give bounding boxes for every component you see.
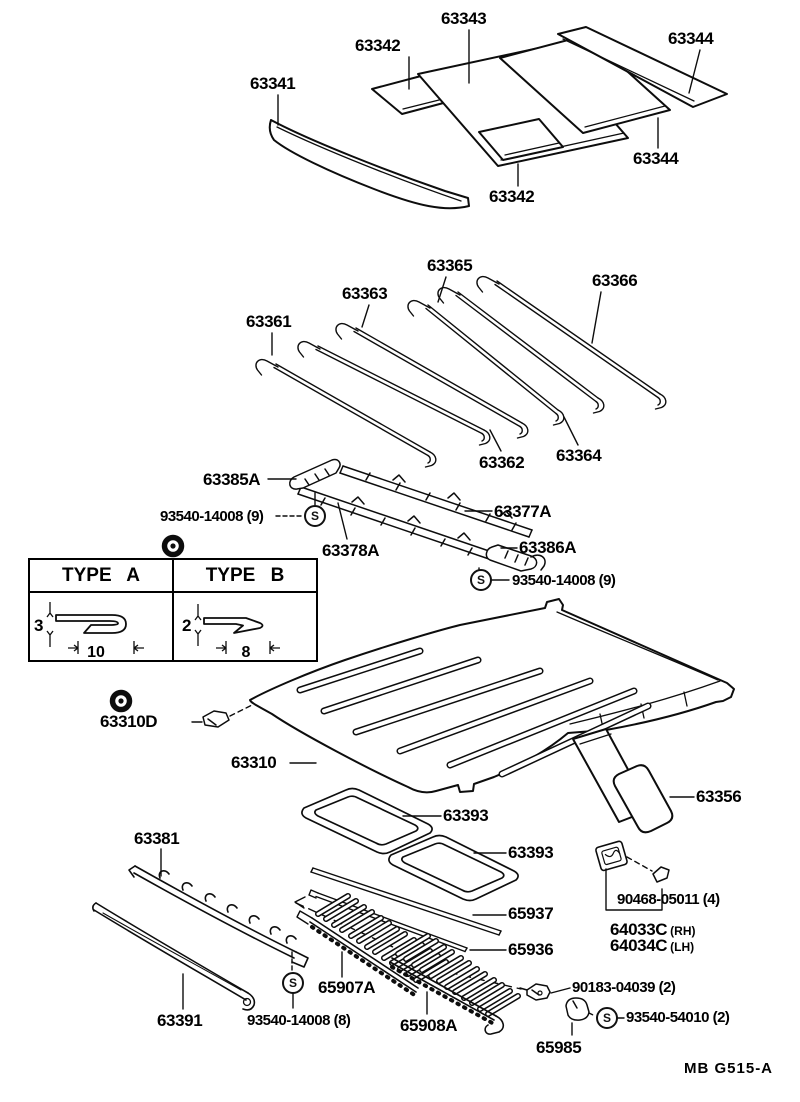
part-63393-opening-trim-lower: [389, 836, 518, 901]
label-63342-upper: 63342: [355, 36, 401, 55]
label-93540-14008-left: 93540-14008 (9): [160, 508, 264, 525]
part-65985-clip: [566, 998, 589, 1020]
label-63391: 63391: [157, 1011, 203, 1030]
screw-symbol: [282, 972, 304, 994]
label-64033c: 64033C (RH): [610, 920, 696, 939]
type-a-width: 10: [87, 644, 105, 660]
type-b-height: 2: [182, 616, 192, 635]
part-63310-headlining: [250, 599, 734, 792]
screw-symbol: [304, 505, 326, 527]
label-63343: 63343: [441, 9, 487, 28]
label-63366: 63366: [592, 271, 638, 290]
type-b-width: 8: [241, 644, 251, 660]
label-63386a: 63386A: [519, 538, 577, 557]
label-90468-05011: 90468-05011 (4): [617, 891, 720, 908]
label-64034c-side: (LH): [670, 940, 695, 954]
label-63393-lower: 63393: [508, 843, 554, 862]
leader-lines: [161, 30, 700, 1035]
type-b-cell: [174, 593, 316, 661]
part-90468-clip: [653, 867, 669, 882]
label-63364: 63364: [556, 446, 602, 465]
label-90183-04039: 90183-04039 (2): [572, 979, 676, 996]
label-63365: 63365: [427, 256, 473, 275]
type-a-header: TYPE A: [30, 560, 174, 591]
clip-table-header: [30, 560, 316, 593]
part-63356-strap: [573, 729, 672, 832]
screw-symbol: [470, 569, 492, 591]
grommet-icon: [165, 538, 182, 555]
label-63385a: 63385A: [203, 470, 261, 489]
part-63385a-frame-corner: [290, 460, 340, 490]
label-63363: 63363: [342, 284, 388, 303]
label-63310: 63310: [231, 753, 277, 772]
label-93540-14008-8: 93540-14008 (8): [247, 1012, 351, 1029]
label-93540-14008-right: 93540-14008 (9): [512, 572, 616, 589]
label-63381: 63381: [134, 829, 180, 848]
type-b-header: TYPE B: [205, 564, 285, 586]
label-63310d: 63310D: [100, 712, 158, 731]
part-63310d-clip: [203, 711, 229, 727]
type-a-cell: [30, 593, 174, 661]
label-65985: 65985: [536, 1038, 582, 1057]
label-65907a: 65907A: [318, 978, 376, 997]
label-63344-middle: 63344: [633, 149, 679, 168]
label-63393-upper: 63393: [443, 806, 489, 825]
type-a-clip-drawing: [30, 594, 172, 660]
screw-symbol: [596, 1007, 618, 1029]
part-63366-roof-bow: [477, 277, 666, 409]
type-b-clip-drawing: [174, 594, 316, 660]
label-64033c-side: (RH): [670, 924, 696, 938]
screw-letter: S: [602, 1011, 611, 1025]
screw-letter: S: [288, 976, 297, 990]
label-65936: 65936: [508, 940, 554, 959]
label-63356: 63356: [696, 787, 742, 806]
part-63341-silencer-pad: [270, 120, 469, 208]
part-64033c-retainer: [595, 841, 628, 872]
screw-letter: S: [310, 509, 319, 523]
part-63361-roof-bow: [256, 360, 436, 467]
label-63342-lower: 63342: [489, 187, 535, 206]
page-code: MB G515-A: [684, 1060, 774, 1077]
screw-letter: S: [476, 573, 485, 587]
label-63344-top: 63344: [668, 29, 714, 48]
label-63362: 63362: [479, 453, 525, 472]
label-93540-54010: 93540-54010 (2): [626, 1009, 730, 1026]
grommet-icon: [113, 693, 130, 710]
label-63341: 63341: [250, 74, 296, 93]
type-a-height: 3: [34, 616, 44, 635]
part-63381-rail: [129, 866, 308, 967]
label-65908a: 65908A: [400, 1016, 458, 1035]
part-63362-roof-bow: [336, 324, 528, 438]
label-64034c: 64034C (LH): [610, 936, 695, 955]
label-65937: 65937: [508, 904, 554, 923]
label-63361: 63361: [246, 312, 292, 331]
part-63393-opening-trim-upper: [302, 789, 432, 854]
clip-type-table: [28, 558, 318, 662]
label-63378a: 63378A: [322, 541, 380, 560]
part-90183-clip: [520, 984, 550, 1000]
label-63377a: 63377A: [494, 502, 552, 521]
